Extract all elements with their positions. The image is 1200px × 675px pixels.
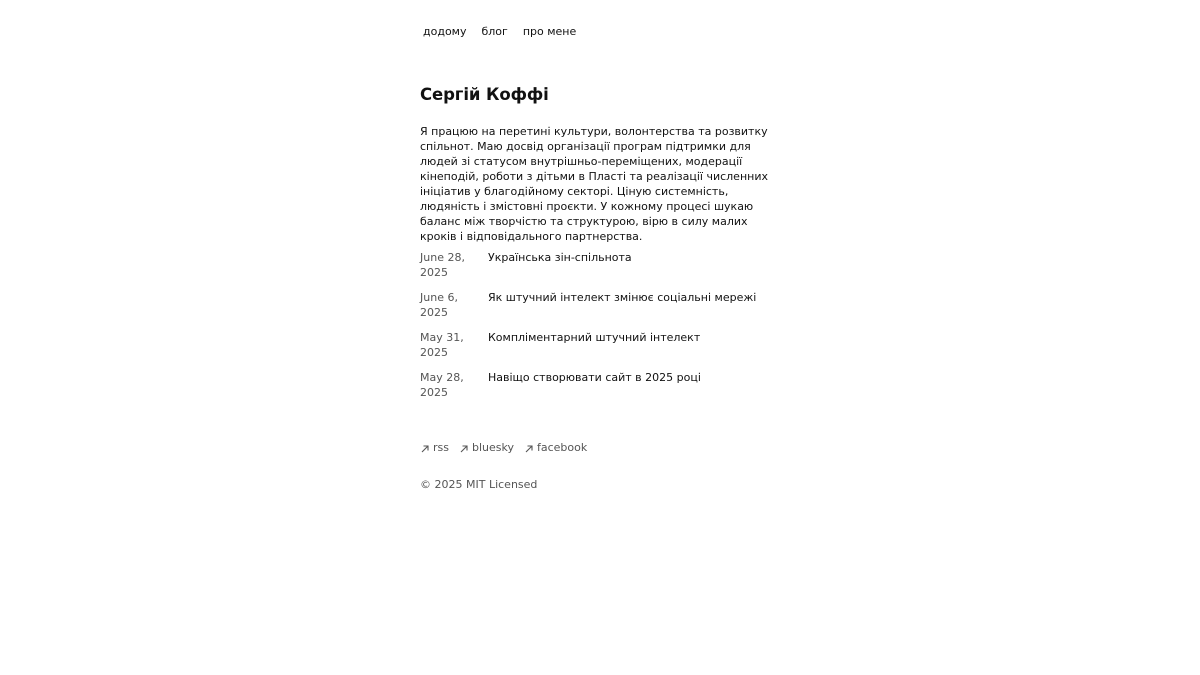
list-item	[420, 330, 782, 370]
footer-link-facebook[interactable]	[524, 440, 587, 455]
post-link[interactable]: Компліментарний штучний інтелект	[488, 331, 701, 344]
footer-link-label: bluesky	[471, 441, 514, 454]
post-date: June 28, 2025	[420, 251, 465, 279]
copyright-text: © 2025 MIT Licensed	[420, 478, 538, 491]
arrow-up-right-icon	[420, 444, 430, 454]
page-title: Сергій Коффі	[420, 85, 549, 104]
bio-paragraph: Я працюю на перетині культури, волонтерства та розвитку спільнот. Маю досвід організації програм підтримки для людей зі статусом внутрішньо-переміщених, модерації кінеподій, роботи з дітьми в Пласті та реалізації численних ініціатив у благодійному секторі. Ціную системність, людяність і змістовні проєкти. У кожному процесі шукаю баланс між творчістю та структурою, вірю в силу малих кроків і відповідального партнерства.	[420, 125, 768, 243]
top-nav	[420, 25, 588, 39]
nav-link-blog[interactable]: блог	[481, 25, 508, 38]
post-date: June 6, 2025	[420, 291, 458, 319]
arrow-up-right-icon	[524, 444, 534, 454]
post-link[interactable]: Навіщо створювати сайт в 2025 році	[488, 371, 701, 384]
arrow-up-right-icon	[459, 444, 469, 454]
footer-link-label: rss	[433, 441, 449, 454]
post-list	[420, 250, 782, 410]
list-item	[420, 290, 782, 330]
list-item	[420, 370, 782, 410]
footer-link-rss[interactable]	[420, 440, 449, 455]
list-item	[420, 250, 782, 290]
post-date: May 28, 2025	[420, 371, 464, 399]
post-link[interactable]: Українська зін-спільнота	[488, 251, 632, 264]
nav-link-about[interactable]: про мене	[522, 25, 577, 38]
footer-link-bluesky[interactable]	[459, 440, 514, 455]
post-date: May 31, 2025	[420, 331, 464, 359]
post-link[interactable]: Як штучний інтелект змінює соціальні мережі	[488, 291, 757, 304]
footer-link-label: facebook	[536, 441, 588, 454]
footer-links	[420, 440, 597, 455]
nav-link-home[interactable]: додому	[423, 25, 467, 38]
